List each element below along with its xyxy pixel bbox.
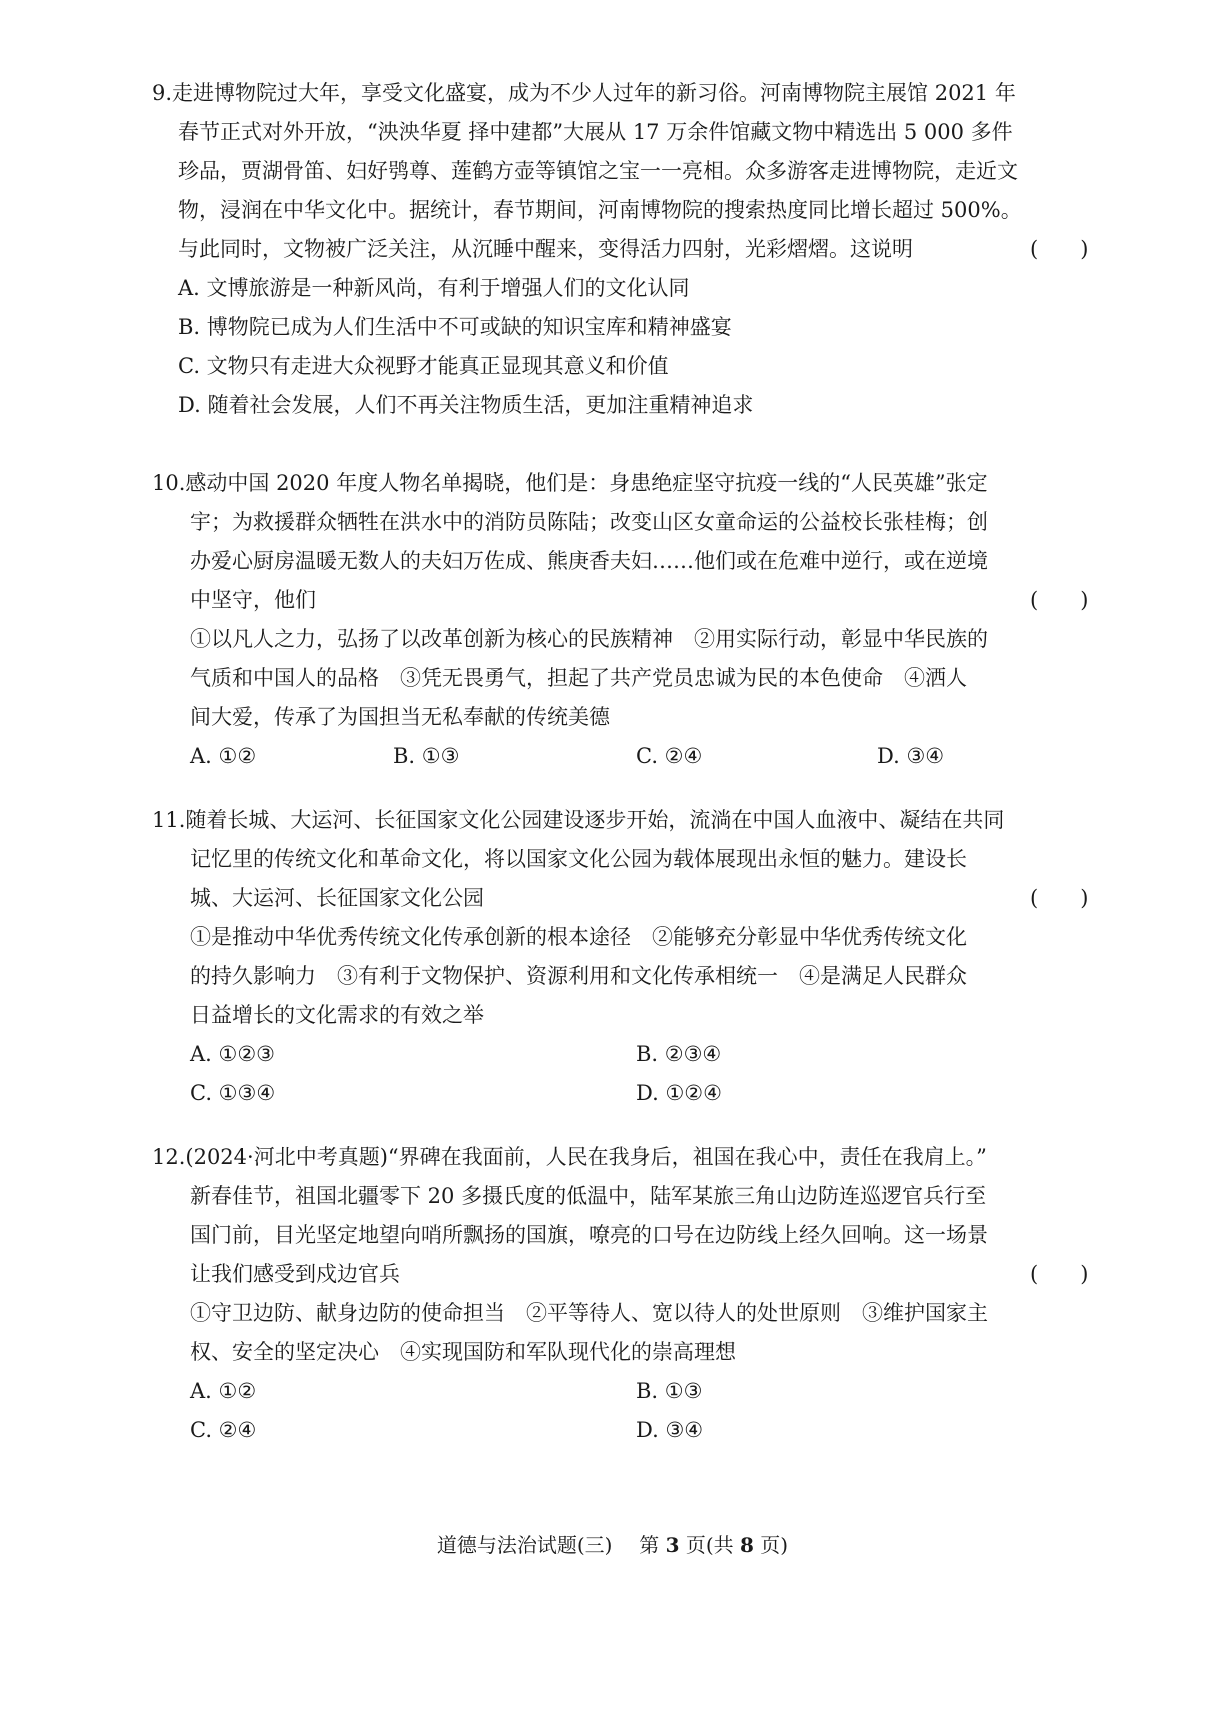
- statement-line: 的持久影响力 ③有利于文物保护、资源利用和文化传承相统一 ④是满足人民群众: [190, 964, 967, 988]
- option-a: A. ①②: [190, 1379, 257, 1403]
- answer-blank: ( ): [1030, 1262, 1089, 1286]
- question-stem-line: 12.(2024·河北中考真题)“界碑在我面前，人民在我身后，祖国在我心中，责任在我肩上。”: [152, 1145, 987, 1169]
- question-stem-line: 新春佳节，祖国北疆零下 20 多摄氏度的低温中，陆军某旅三角山边防连巡逻官兵行至: [190, 1184, 987, 1208]
- footer-page-suffix: 页): [760, 1533, 789, 1557]
- question-stem-line: 让我们感受到戍边官兵: [190, 1262, 400, 1286]
- option-d: D. ③④: [877, 744, 945, 768]
- statement-line: 气质和中国人的品格 ③凭无畏勇气，担起了共产党员忠诚为民的本色使命 ④洒人: [190, 666, 967, 690]
- option-a: A. ①②: [190, 744, 257, 768]
- answer-blank: ( ): [1030, 886, 1089, 910]
- footer-page-mid: 页(共: [685, 1533, 734, 1557]
- option-b: B. ②③④: [636, 1042, 722, 1066]
- statement-line: ①是推动中华优秀传统文化传承创新的根本途径 ②能够充分彰显中华优秀传统文化: [190, 925, 967, 949]
- option-c: C. ①③④: [190, 1081, 276, 1105]
- question-stem-line: 城、大运河、长征国家文化公园: [190, 886, 484, 910]
- page-footer: [0, 1530, 1225, 1560]
- option-b: B. 博物院已成为人们生活中不可或缺的知识宝库和精神盛宴: [178, 315, 732, 339]
- statement-line: 权、安全的坚定决心 ④实现国防和军队现代化的崇高理想: [190, 1340, 736, 1364]
- question-stem-line: 宇；为救援群众牺牲在洪水中的消防员陈陆；改变山区女童命运的公益校长张桂梅；创: [190, 510, 988, 534]
- option-d: D. ①②④: [636, 1081, 722, 1105]
- statement-line: ①以凡人之力，弘扬了以改革创新为核心的民族精神 ②用实际行动，彰显中华民族的: [190, 627, 988, 651]
- statement-line: ①守卫边防、献身边防的使命担当 ②平等待人、宽以待人的处世原则 ③维护国家主: [190, 1301, 988, 1325]
- question-stem-line: 与此同时，文物被广泛关注，从沉睡中醒来，变得活力四射，光彩熠熠。这说明: [178, 237, 913, 261]
- question-stem-line: 办爱心厨房温暖无数人的夫妇万佐成、熊庚香夫妇……他们或在危难中逆行，或在逆境: [190, 549, 988, 573]
- option-b: B. ①③: [393, 744, 460, 768]
- question-stem-line: 国门前，目光坚定地望向哨所飘扬的国旗，嘹亮的口号在边防线上经久回响。这一场景: [190, 1223, 988, 1247]
- option-a: A. 文博旅游是一种新风尚，有利于增强人们的文化认同: [178, 276, 690, 300]
- question-stem-line: 珍品，贾湖骨笛、妇好鸮尊、莲鹤方壶等镇馆之宝一一亮相。众多游客走进博物院，走近文: [178, 159, 1018, 183]
- option-d: D. ③④: [636, 1418, 704, 1442]
- question-stem-line: 物，浸润在中华文化中。据统计，春节期间，河南博物院的搜索热度同比增长超过 500%。: [178, 198, 1022, 222]
- option-a: A. ①②③: [190, 1042, 275, 1066]
- option-c: C. ②④: [190, 1418, 257, 1442]
- option-c: C. 文物只有走进大众视野才能真正显现其意义和价值: [178, 354, 669, 378]
- question-stem-line: 9.走进博物院过大年，享受文化盛宴，成为不少人过年的新习俗。河南博物院主展馆 2021 年: [152, 81, 1016, 105]
- answer-blank: ( ): [1030, 237, 1089, 261]
- footer-page-total: 8: [740, 1533, 754, 1557]
- footer-page-prefix: 第: [639, 1533, 660, 1557]
- option-b: B. ①③: [636, 1379, 703, 1403]
- question-stem-line: 11.随着长城、大运河、长征国家文化公园建设逐步开始，流淌在中国人血液中、凝结在共同: [152, 808, 1005, 832]
- option-c: C. ②④: [636, 744, 703, 768]
- question-stem-line: 记忆里的传统文化和革命文化，将以国家文化公园为载体展现出永恒的魅力。建设长: [190, 847, 967, 871]
- question-stem-line: 中坚守，他们: [190, 588, 316, 612]
- statement-line: 间大爱，传承了为国担当无私奉献的传统美德: [190, 705, 610, 729]
- question-stem-line: 10.感动中国 2020 年度人物名单揭晓，他们是：身患绝症坚守抗疫一线的“人民英雄”张定: [152, 471, 988, 495]
- option-d: D. 随着社会发展，人们不再关注物质生活，更加注重精神追求: [178, 393, 754, 417]
- answer-blank: ( ): [1030, 588, 1089, 612]
- question-stem-line: 春节正式对外开放，“泱泱华夏 择中建都”大展从 17 万余件馆藏文物中精选出 5 000 多件: [178, 120, 1013, 144]
- footer-subject: 道德与法治试题(三): [436, 1533, 613, 1557]
- statement-line: 日益增长的文化需求的有效之举: [190, 1003, 484, 1027]
- footer-page-number: 3: [665, 1533, 680, 1557]
